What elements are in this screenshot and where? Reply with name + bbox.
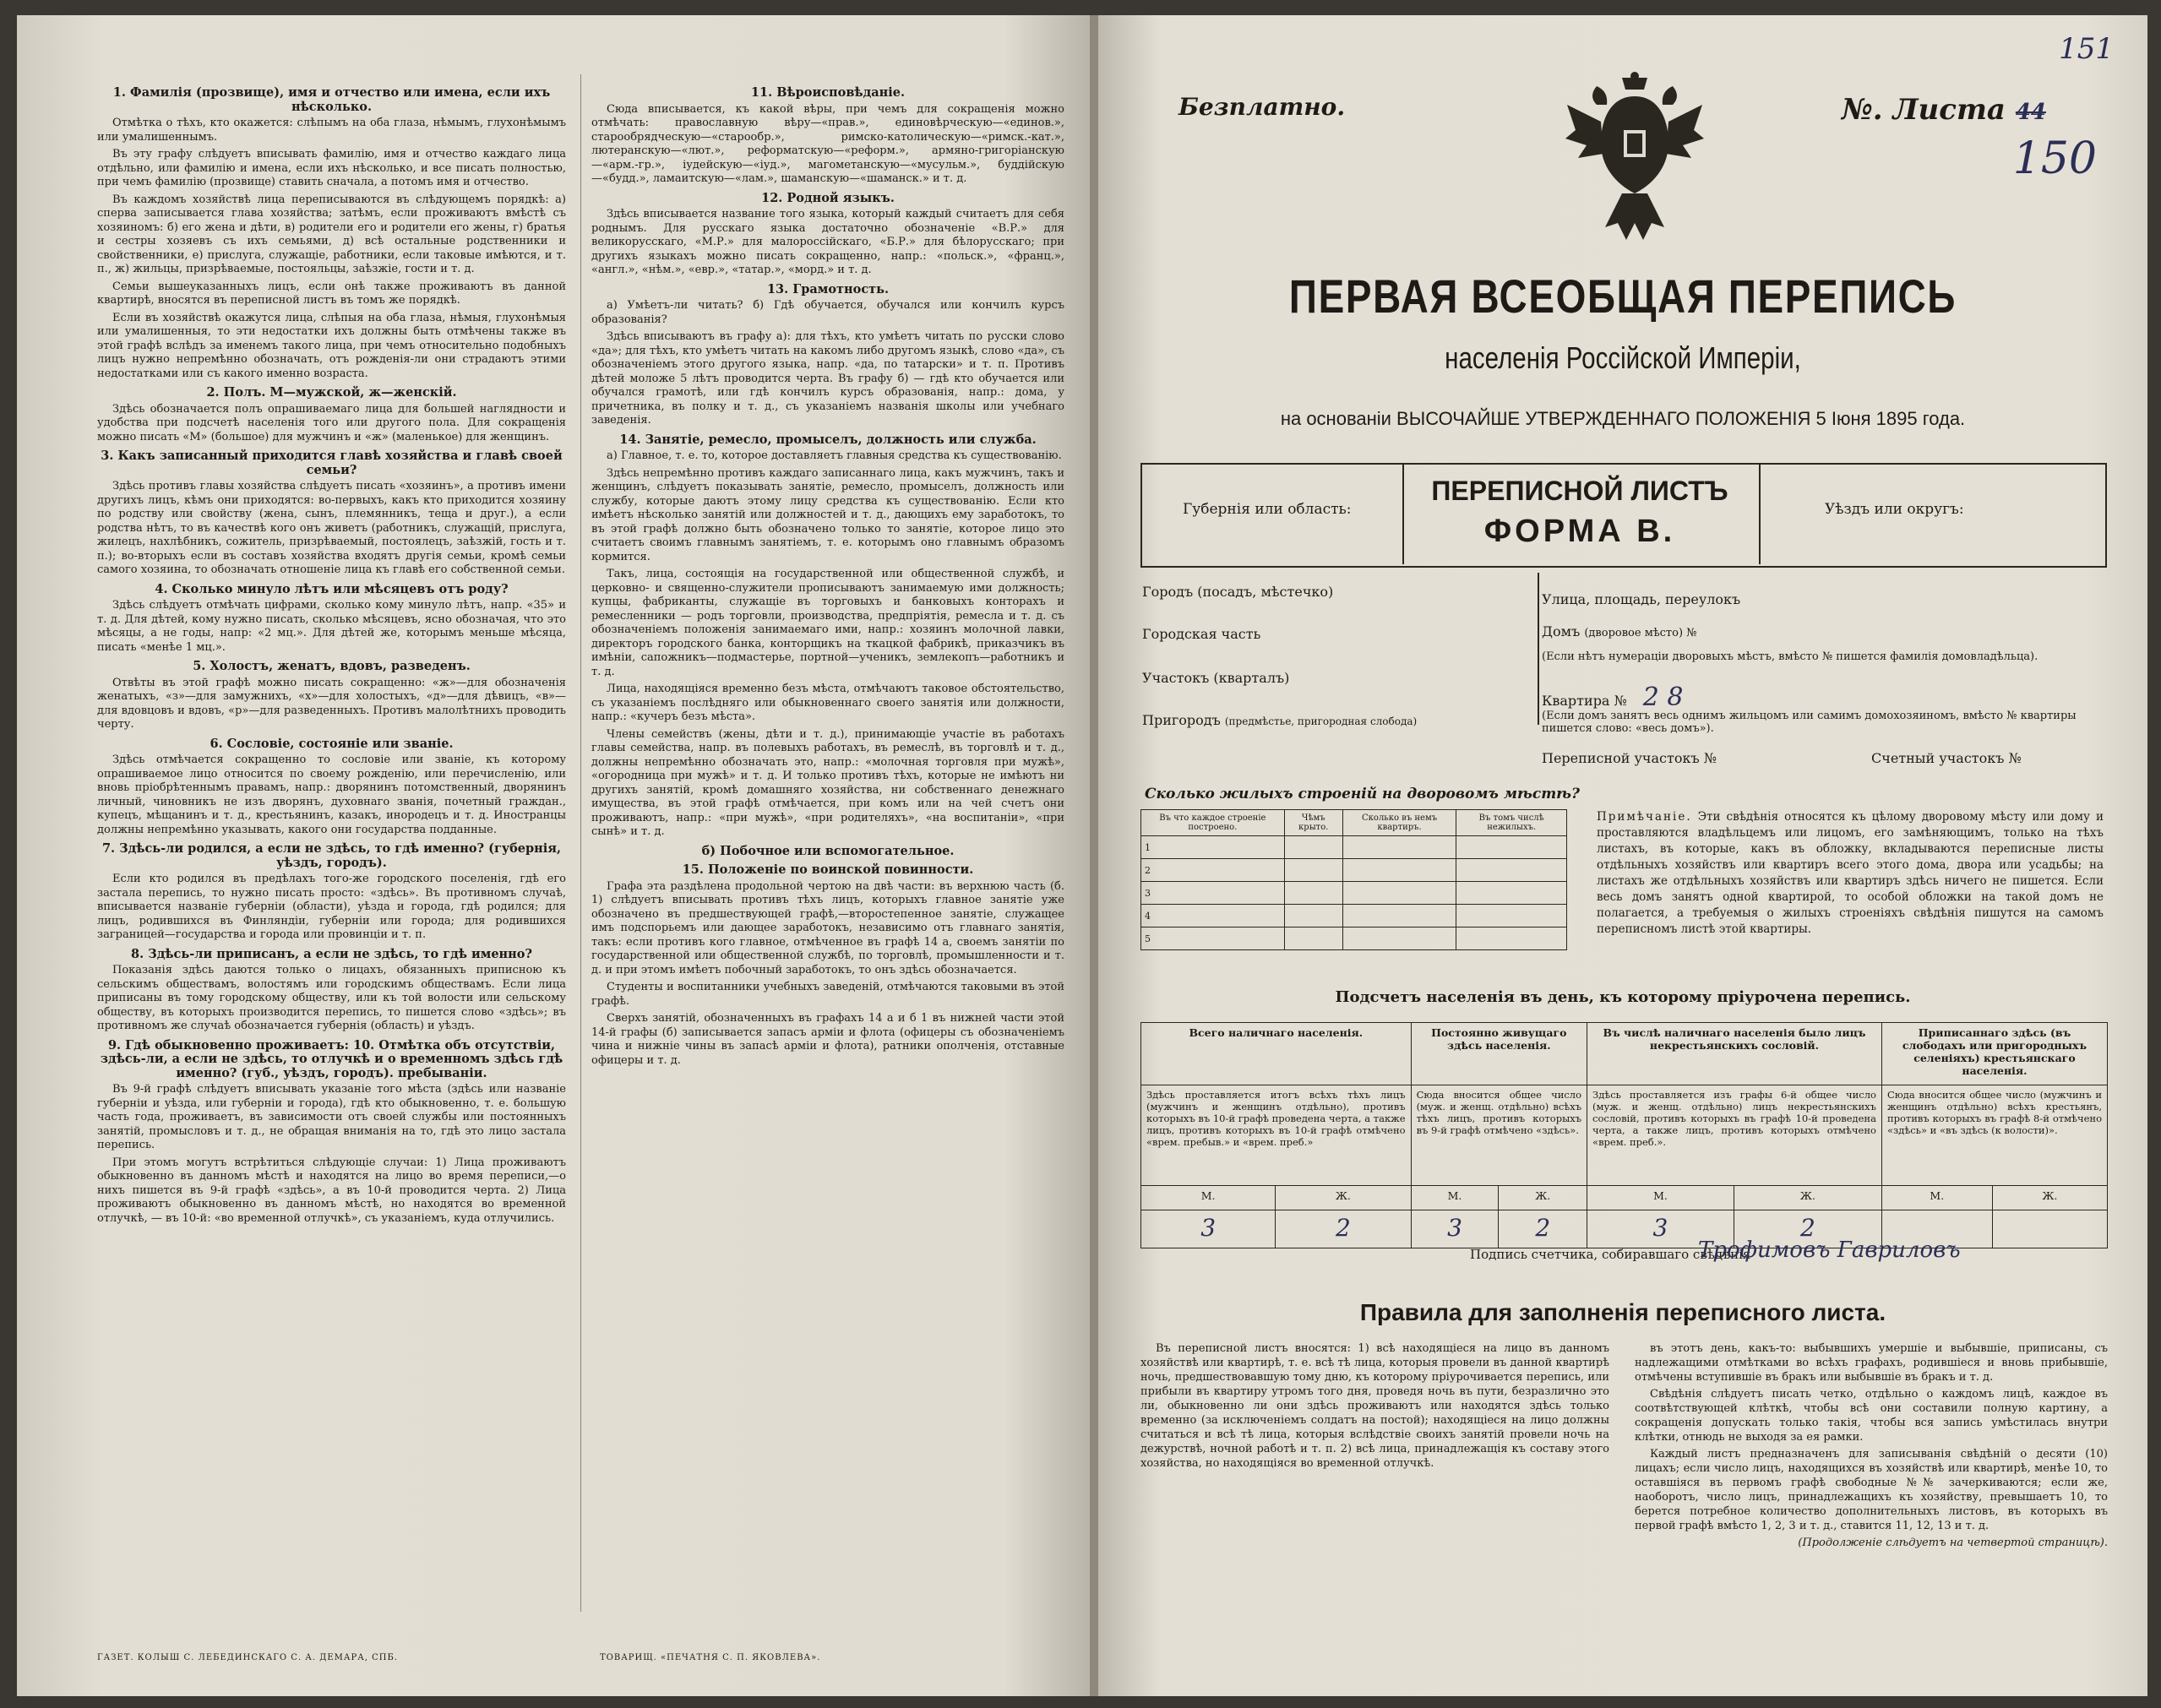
legal-basis: на основаніи ВЫСОЧАЙШЕ УТВЕРЖДЕННАГО ПОЛОЖЕНІЯ 5 Іюня 1895 года. — [1280, 408, 1966, 429]
rules-column-1 — [1140, 1341, 1609, 1473]
house-description: (Если нѣтъ нумераціи дворовыхъ мѣстъ, вмѣсто № пишется фамилія домовладѣльца). — [1542, 650, 2039, 663]
apartment-handwritten: 2 8 — [1642, 683, 1684, 712]
paragraph: Студенты и воспитанники учебныхъ заведеній, отмѣчаются таковыми въ этой графѣ. — [591, 981, 1064, 1008]
paragraph: Отмѣтка о тѣхъ, кто окажется: слѣпымъ на оба глаза, нѣмымъ, глухонѣмымъ или умалишеннымъ. — [97, 117, 566, 144]
apartment-label: Квартира № — [1542, 693, 1627, 709]
male-label: М. — [1141, 1186, 1276, 1210]
table-row — [1141, 859, 1567, 882]
population-count-table — [1140, 1022, 2108, 1248]
suburb-note: (предмѣстье, пригородная слобода) — [1224, 715, 1418, 727]
paragraph: Такъ, лица, состоящія на государственной или общественной службѣ, и церковно- и священно-служители прописываютъ занимаемую ими должность; купцы, фабриканты, служащіе въ торговыхъ и банковыхъ конторахъ и ремесленники — родъ торговли, производства, предпріятія, ремесла и т. д. съ обозначеніемъ положенія занимаемаго ими, напр.: хозяинъ молочной лавки, директоръ городского банка, конторщикъ на ткацкой фабрикѣ, приказчикъ въ имѣніи, сапожникъ—подмастерье, портной—ученикъ, землекопъ—работникъ и т. д. — [591, 568, 1064, 678]
note-title: Примѣчаніе. — [1597, 810, 1692, 824]
count-value: 2 — [1276, 1210, 1411, 1248]
table-row — [1141, 905, 1567, 927]
count-description: Сюда вносится общее число (мужчинъ и женщинъ отдѣльно) всѣхъ крестьянъ, противъ которыхъ въ графѣ 8-й отмѣчено «здѣсь» и «въ здѣсь (к волости)». — [1881, 1085, 2107, 1186]
section-heading: 6. Сословіе, состояніе или званіе. — [210, 736, 454, 751]
buildings-header: Сколько въ немъ квартиръ. — [1342, 810, 1456, 836]
house-note: (дворовое мѣсто) № — [1584, 627, 1697, 639]
province-label: Губернія или область: — [1183, 501, 1352, 518]
paragraph: Здѣсь вписывается название того языка, который каждый считаетъ для себя роднымъ. Для русскаго языка достаточно обозначеніе «В.Р.» для великорусскаго, «М.Р.» для малороссійскаго, «Б.Р.» для бѣлорусскаго; при другихъ языкахъ можно писать сокращенно, напр.: «польск.», «франц.», «англ.», «нѣм.», «евр.», «татар.», «морд.» и т. д. — [591, 208, 1064, 276]
paragraph: При этомъ могутъ встрѣтиться слѣдующіе случаи: 1) Лица проживаютъ обыкновенно въ данномъ мѣстѣ и находятся на лицо во время переписи,—о нихъ пишется въ 9-й графѣ «здѣсь», а въ 10-й проводится черта. 2) Лица проживаютъ обыкновенно въ данномъ мѣстѣ, но находятся во временной отлучкѣ, — въ 10-й: «во временной отлучкѣ», съ указаніемъ, куда отлучились. — [97, 1156, 566, 1225]
rules-paragraph: Каждый листъ предназначенъ для записыванія свѣдѣній о десяти (10) лицахъ; если число лицъ, находящихся въ хозяйствѣ или квартирѣ, менѣе 10, то оставшіяся въ первомъ графѣ свободные №№ зачеркиваются; если же, наоборотъ, число лицъ, принадлежащихъ къ хозяйству, превышаетъ 10, то берется потребное количество дополнительныхъ листовъ, въ которыхъ въ первой графѣ вмѣсто 1, 2, 3 и т. д., ставится 11, 12, 13 и т. д. — [1635, 1448, 2108, 1532]
table-row — [1141, 836, 1567, 859]
female-label: Ж. — [1734, 1186, 1881, 1210]
free-label: Безплатно. — [1178, 93, 1346, 121]
paragraph: Здѣсь вписываютъ въ графу а): для тѣхъ, кто умѣетъ читать по русски слово «да»; для тѣхъ, кто умѣетъ читать на какомъ либо другомъ языкѣ, слово «да», съ обозначеніемъ этого другого языка, напр. «да, по татарски» и т. п. Противъ дѣтей моложе 5 лѣтъ проводится черта. Въ графу б) — гдѣ кто обучается или обучался грамотѣ, или гдѣ кончилъ курсъ образованія, напр.: дома, у причетника, въ полку и т. д., съ указаніемъ названія школы или учебнаго заведенія. — [591, 330, 1064, 427]
row-number: 4 — [1141, 905, 1285, 927]
instructions-column-2 — [591, 81, 1064, 1071]
count-header: Всего наличнаго населенія. — [1141, 1023, 1412, 1085]
buildings-header-row — [1141, 810, 1567, 836]
paragraph: Въ каждомъ хозяйствѣ лица переписываются въ слѣдующемъ порядкѣ: а) сперва записывается глава хозяйства; затѣмъ, если проживаютъ вмѣстѣ съ хозяиномъ: б) его жена и дѣти, в) родители его и родители его жены, г) братья и сестры хозяевъ съ ихъ семьями, д) всѣ остальные родственники и свойственники, е) прислуга, служащіе, работники, если таковые имѣются, и т. п., ж) жильцы, призрѣваемые, постояльцы, заѣзжіе, гости и т. д. — [97, 193, 566, 275]
paragraph: Семьи вышеуказанныхъ лицъ, если онѣ также проживаютъ въ данной квартирѣ, вносятся въ переписной листъ въ томъ же порядкѣ. — [97, 280, 566, 307]
instructions-column-1 — [97, 81, 566, 1229]
female-label: Ж. — [1992, 1186, 2107, 1210]
paragraph: Здѣсь непремѣнно противъ каждаго записаннаго лица, какъ мужчинъ, такъ и женщинъ, слѣдуетъ показывать занятіе, ремесло, промыселъ, должность или службу, которые даютъ этому лицу средства къ существованію. Если кто имѣетъ нѣсколько занятій или должностей и т. д., дающихъ ему заработокъ, то въ этой графѣ должно быть обозначено только то занятіе, которое лицо это считаетъ своимъ главнымъ занятіемъ, т. е. которымъ оно главнымъ образомъ кормится. — [591, 466, 1064, 563]
section-heading: 2. Полъ. М—мужской, ж—женскій. — [206, 385, 457, 400]
buildings-header: Въ что каждое строеніе построено. — [1141, 810, 1285, 836]
section-heading: 1. Фамилія (прозвище), имя и отчество или имена, если ихъ нѣсколько. — [112, 85, 551, 114]
row-number: 2 — [1141, 859, 1285, 882]
rules-paragraph: въ этотъ день, какъ-то: выбывшихъ умершіе и выбывшіе, приписаны, съ надлежащими отмѣтками во всѣхъ графахъ, родившіеся и вновь прибывшіе, отмѣчены вступившіе въ бракъ или выбывшіе въ бракъ и т. д. — [1635, 1342, 2108, 1384]
section-heading: б) Побочное или вспомогательное. — [701, 843, 955, 858]
rules-title: Правила для заполненія переписного листа. — [1359, 1299, 1886, 1325]
form-variant: ФОРМА В. — [1483, 514, 1676, 549]
count-description: Здѣсь проставляется итогъ всѣхъ тѣхъ лицъ (мужчинъ и женщинъ отдѣльно), противъ которыхъ въ 10-й графѣ проведена черта, а также лицъ, противъ которыхъ въ 10-й графѣ отмѣчено «врем. пребыв.» и «врем. преб.» — [1141, 1085, 1412, 1186]
table-row — [1141, 882, 1567, 905]
column-divider — [580, 74, 581, 1612]
note-text: Эти свѣдѣнія относятся къ цѣлому дворовому мѣсту или дому и проставляются владѣльцемъ или лицомъ, его замѣняющимъ, только на тѣхъ листахъ, въ которые, какъ въ обложку, вкладываются переписные листы отдѣльныхъ хозяйствъ или квартиръ всего этого дома, двора или усадьбы; на листахъ же отдѣльныхъ хозяйствъ или квартиръ здѣсь ничего не пишется. Если весь домъ занятъ одной квартирой, то особой обложки на такой домъ не полагается, а требуемыя о жилыхъ строеніяхъ свѣдѣнія пишутся на самомъ переписномъ листѣ этой квартиры. — [1597, 810, 2104, 936]
paragraph: Графа эта раздѣлена продольной чертою на двѣ части: въ верхнюю часть (б. 1) слѣдуетъ вписывать противъ тѣхъ лицъ, которыхъ главное занятіе уже обозначено въ предшествующей графѣ,—второстепенное занятіе, служащее имъ подспорьемъ или дающее заработокъ, независимо отъ главнаго занятія, такъ: если противъ кого главное, отмѣченное въ графѣ 14 а, своемъ занятіи по государственной или общественной службѣ, по торговлѣ, промышленности и т. д. и при этомъ имѣетъ побочный заработокъ, то онъ здѣсь обозначается. — [591, 879, 1064, 976]
male-label: М. — [1881, 1186, 1992, 1210]
table-row — [1141, 927, 1567, 950]
male-label: М. — [1411, 1186, 1499, 1210]
buildings-header: Чѣмъ крыто. — [1284, 810, 1342, 836]
count-value: 2 — [1499, 1210, 1587, 1248]
house-field — [1542, 623, 1696, 639]
paragraph: Лица, находящіяся временно безъ мѣста, отмѣчаютъ таковое обстоятельство, съ указаніемъ послѣдняго или обыкновеннаго своего занятія или должности, напр.: «кучеръ безъ мѣста». — [591, 683, 1064, 723]
suburb-field — [1142, 712, 1417, 728]
field-divider — [1538, 573, 1539, 725]
male-label: М. — [1587, 1186, 1734, 1210]
county-label: Уѣздъ или округъ: — [1825, 501, 1964, 518]
section-heading: 11. Вѣроисповѣданіе. — [750, 85, 906, 100]
population-count-title: Подсчетъ населенія въ день, къ которому пріурочена перепись. — [1335, 988, 1911, 1006]
printer-imprint-right: ТОВАРИЩ. «ПЕЧАТНЯ С. П. ЯКОВЛЕВА». — [600, 1653, 821, 1662]
section-heading: 13. Грамотность. — [766, 281, 890, 296]
count-value — [1992, 1210, 2107, 1248]
female-label: Ж. — [1499, 1186, 1587, 1210]
signature-label: Подпись счетчика, собиравшаго свѣдѣнія — [1470, 1247, 1751, 1262]
count-description-row — [1141, 1085, 2108, 1186]
count-values-row — [1141, 1210, 2108, 1248]
buildings-table — [1140, 809, 1567, 950]
paragraph: Отвѣты въ этой графѣ можно писать сокращенно: «ж»—для обозначенія женатыхъ, «з»—для замужнихъ, «х»—для холостыхъ, «д»—для дѣвицъ, «в»—для вдовцовъ и вдовъ, «р»—для разведенныхъ. Противъ малолѣтнихъ проводить черту. — [97, 676, 566, 731]
sheet-number-label: №. Листа — [1841, 93, 2006, 127]
count-value: 2 — [1734, 1210, 1881, 1248]
suburb-label: Пригородъ — [1142, 712, 1221, 728]
district-field: Участокъ (кварталъ) — [1142, 670, 1290, 686]
count-header: Приписаннаго здѣсь (въ слободахъ или пригородныхъ селеніяхъ) крестьянскаго населенія. — [1881, 1023, 2107, 1085]
paragraph: Здѣсь слѣдуетъ отмѣчать цифрами, сколько кому минуло лѣтъ, напр. «35» и т. д. Для дѣтей, кому нужно писать, сколько мѣсяцевъ, ясно обозначая, что это мѣсяцы, а не годы, напр: «2 мц.». Для дѣтей же, которымъ меньше мѣсяца, писать «менѣе 1 мц.». — [97, 599, 566, 654]
corner-handwritten-number: 151 — [2059, 32, 2114, 66]
section-heading: 4. Сколько минуло лѣтъ или мѣсяцевъ отъ роду? — [155, 581, 509, 596]
buildings-header: Въ томъ числѣ нежилыхъ. — [1456, 810, 1567, 836]
paragraph: Здѣсь обозначается полъ опрашиваемаго лица для большей наглядности и удобства при подсчетѣ населенія того или другого пола. Для сокращенія можно писать «М» (большое) для мужчинъ и «ж» (маленькое) для женщинъ. — [97, 402, 566, 443]
count-header: Постоянно живущаго здѣсь населенія. — [1411, 1023, 1587, 1085]
sheet-number-handwritten: 150 — [2012, 133, 2097, 184]
street-field: Улица, площадь, переулокъ — [1542, 591, 1741, 607]
house-label: Домъ — [1542, 623, 1581, 639]
printer-imprint-left: ГАЗЕТ. КОЛЫШ С. ЛЕБЕДИНСКАГО С. А. ДЕМАРА, СПБ. — [97, 1653, 399, 1662]
count-header-row — [1141, 1023, 2108, 1085]
apartment-description: (Если домъ занятъ весь однимъ жильцомъ или самимъ домохозяиномъ, вмѣсто № квартиры пишется слово: «весь домъ»). — [1542, 710, 2077, 735]
census-district-field: Переписной участокъ № — [1542, 750, 1717, 766]
paragraph: Сверхъ занятій, обозначенныхъ въ графахъ 14 а и б 1 въ нижней части этой 14-й графы (б) записывается запасъ арміи и флота (офицеры съ обозначеніемъ чина и нижніе чины въ запасѣ арміи и флота), ратники ополченія, отставные офицеры и т. д. — [591, 1012, 1064, 1067]
sheet-number — [1842, 93, 2046, 127]
sex-label-row — [1141, 1186, 2108, 1210]
sheet-number-crossed: 44 — [2015, 100, 2046, 125]
count-value: 3 — [1587, 1210, 1734, 1248]
section-heading: 5. Холостъ, женатъ, вдовъ, разведенъ. — [193, 659, 471, 673]
female-label: Ж. — [1276, 1186, 1411, 1210]
imperial-eagle-icon — [1563, 71, 1706, 248]
subtitle: населенія Россійской Имперіи, — [1445, 340, 1801, 375]
count-value: 3 — [1141, 1210, 1276, 1248]
rules-column-2 — [1635, 1341, 2108, 1553]
paragraph: Показанія здѣсь даются только о лицахъ, обязанныхъ приписною къ сельскимъ обществамъ, волостямъ или городскимъ обществамъ. Если лица приписаны въ тому городскому обществу, или къ той волости или сельскому обществу, въ которыхъ производится перепись, то пишется слово «здѣсь»; въ противномъ же случаѣ обозначается губернія (область) и уѣздъ. — [97, 964, 566, 1032]
city-part-field: Городская часть — [1142, 626, 1261, 642]
count-header: Въ числѣ наличнаго населенія было лицъ некрестьянскихъ сословій. — [1587, 1023, 1882, 1085]
section-heading: 14. Занятіе, ремесло, промыселъ, должность или служба. — [619, 432, 1037, 447]
buildings-note — [1597, 809, 2104, 938]
apartment-field — [1542, 683, 1684, 712]
paragraph: а) Умѣетъ-ли читать? б) Гдѣ обучается, обучался или кончилъ курсъ образованія? — [591, 299, 1064, 326]
section-heading: 15. Положеніе по воинской повинности. — [682, 862, 974, 877]
rules-continuation: (Продолженіе слѣдуетъ на четвертой страницѣ). — [1798, 1537, 2108, 1549]
row-number: 1 — [1141, 836, 1285, 859]
rules-paragraph: Въ переписной листъ вносятся: 1) всѣ находящіеся на лицо въ данномъ хозяйствѣ или квартирѣ, т. е. всѣ тѣ лица, которыя провели въ данной квартирѣ ночь, предшествовавшую тому дню, къ которому пріурочивается перепись, или прибыли въ квартиру утромъ того дня, проведя ночь въ пути, безразлично это ли, обыкновенно ли они здѣсь проживаютъ или находятся здѣсь только временно (за исключеніемъ солдатъ на постой); находящіеся на лицо должны считаться и всѣ тѣ лица, которыя вслѣдствіе своихъ занятій провели ночь на дежурствѣ, ночной работѣ и т. п. 2) всѣ лица, принадлежащія къ составу этого хозяйства, но находящіяся во временной отлучкѣ. — [1140, 1342, 1609, 1470]
row-number: 5 — [1141, 927, 1285, 950]
paragraph: Въ эту графу слѣдуетъ вписывать фамилію, имя и отчество каждаго лица отдѣльно, или фамилію и имена, если ихъ нѣсколько, и все писать полностью, при чемъ фамилію (прозвище) ставить сначала, а потомъ имя и отчество. — [97, 148, 566, 188]
document-spread — [17, 15, 2147, 1696]
rules-paragraph: Свѣдѣнія слѣдуетъ писать четко, отдѣльно о каждомъ лицѣ, каждое въ соотвѣтствующей клѣткѣ, чтобы всѣ они составили полную картину, а сокращенія допускать только такія, чтобы вся запись умѣстилась внутри клѣтки, отнюдь не выходя за ея рамки. — [1635, 1388, 2108, 1444]
signature-handwritten: Трофимовъ Гавриловъ — [1698, 1237, 1961, 1263]
section-heading: 7. Здѣсь-ли родился, а если не здѣсь, то гдѣ именно? (губернія, уѣздъ, городъ). — [101, 841, 562, 870]
count-value: 3 — [1411, 1210, 1499, 1248]
row-number: 3 — [1141, 882, 1285, 905]
count-description: Сюда вносится общее число (муж. и женщ. отдѣльно) всѣхъ тѣхъ лицъ, противъ которыхъ въ 9-й графѣ отмѣчено «здѣсь». — [1411, 1085, 1587, 1186]
paragraph: Здѣсь отмѣчается сокращенно то сословіе или званіе, къ которому опрашиваемое лицо относится по своему рожденію, или перечисленію, или вновь пріобрѣтеннымъ правамъ, напр.: дворянинъ потомственный, дворянинъ личный, чиновникъ не изъ дворянъ, духовнаго званія, почетный граждан., купецъ, мѣщанинъ и т. д., крестьянинъ, казакъ, инородецъ и т. д. Иностранцы должны непремѣнно указывать, какого они государства подданные. — [97, 753, 566, 836]
paragraph: Если въ хозяйствѣ окажутся лица, слѣпыя на оба глаза, нѣмыя, глухонѣмыя или умалишенныя, то эти недостатки ихъ должны быть отмѣчены также въ этой графѣ вслѣдъ за именемъ такого лица, при чемъ относительно подобныхъ лицъ нужно непремѣнно обозначать, отъ рожденія-ли они страдаютъ этими недостатками или съ какого именно возраста. — [97, 311, 566, 380]
section-heading: 8. Здѣсь-ли приписанъ, а если не здѣсь, то гдѣ именно? — [131, 946, 532, 961]
section-heading: 3. Какъ записанный приходится главѣ хозяйства и главѣ своей семьи? — [101, 449, 563, 477]
form-title: ПЕРЕПИСНОЙ ЛИСТЪ — [1431, 476, 1728, 506]
right-page-census-form — [1098, 15, 2147, 1696]
city-field: Городъ (посадъ, мѣстечко) — [1142, 584, 1334, 600]
paragraph: Члены семействъ (жены, дѣти и т. д.), принимающіе участіе въ работахъ главы семейства, напр. въ полевыхъ работахъ, въ ремеслѣ, въ торговлѣ и т. д., должны непремѣнно обозначать это, напр.: «молочная торговля при мужѣ», «огородница при мужѣ» и т. д. И только противъ тѣхъ, которые не имѣютъ ни другихъ занятій, кромѣ домашняго хозяйства, ни собственнаго денежнаго имущества, въ этой графѣ отмѣчается, при комъ или на чей счетъ они проживаютъ, напр.: «при мужѣ», «при родителяхъ», «на воспитаніи», «при сынѣ» и т. д. — [591, 727, 1064, 838]
buildings-title: Сколько жилыхъ строеній на дворовомъ мѣстѣ? — [1145, 786, 1580, 802]
count-description: Здѣсь проставляется изъ графы 6-й общее число (муж. и женщ. отдѣльно) лицъ некрестьянскихъ сословій, противъ которыхъ въ графѣ 10-й проведена черта, а также лицъ, противъ которыхъ отмѣчено «врем. преб.». — [1587, 1085, 1882, 1186]
section-heading: 9. Гдѣ обыкновенно проживаетъ: 10. Отмѣтка объ отсутствіи, здѣсь-ли, а если не здѣсь, то отлучкѣ и о временномъ здѣсь гдѣ именно? (губ., уѣздъ, городъ). пребываніи. — [100, 1037, 563, 1080]
paragraph: Сюда вписывается, къ какой вѣры, при чемъ для сокращенія можно отмѣчать: православную вѣру—«прав.», единовѣрческую—«единов.», старообрядческую—«старообр.», римско-католическую—«римск.-кат.», лютеранскую—«лют.», реформатскую—«реформ.», армяно-григоріанскую—«арм.-гр.», іудейскую—«іуд.», магометанскую—«мусульм.», буддійскую—«будд.», ламаитскую—«лам.», шаманскую—«шаманск.» и т. д. — [591, 102, 1064, 185]
paragraph: а) Главное, т. е. то, которое доставляетъ главныя средства къ существованію. — [607, 449, 1062, 462]
count-district-field: Счетный участокъ № — [1871, 750, 2022, 766]
left-page-instructions — [17, 15, 1090, 1696]
paragraph: Въ 9-й графѣ слѣдуетъ вписывать указаніе того мѣста (здѣсь или названіе губерніи и уѣзда, или губерніи и города), гдѣ кто обыкновенно, т. е. большую часть года, проживаетъ, въ зависимости отъ своей службы или постоянныхъ занятій, промысловъ и т. д., не обращая вниманія на то, гдѣ это лицо застала перепись. — [97, 1083, 566, 1151]
paragraph: Если кто родился въ предѣлахъ того-же городского поселенія, гдѣ его застала перепись, то нужно писать просто: «здѣсь». Въ противномъ случаѣ, вписывается названіе губерніи (области), уѣзда и города, гдѣ родился; для лицъ, родившихся въ Финляндіи, губерніи или города; для родившихся заграницей—государства и города или провинціи и т. п. — [97, 873, 566, 941]
paragraph: Здѣсь противъ главы хозяйства слѣдуетъ писать «хозяинъ», а противъ имени другихъ лицъ, кѣмъ они приходятся: во-первыхъ, какъ кто приходится хозяину по родству или свойству (жена, сынъ, племянникъ, теща и друг.), а если родства нѣтъ, то въ качествѣ кого онъ живетъ (работникъ, служащій, прислуга, жилецъ, нахлѣбникъ, сожитель, призрѣваемый, постоялецъ, заѣзжій, гость и т. п.); во-вторыхъ если въ составъ хозяйства входятъ другія семьи, кромѣ семьи самого хозяина, то обозначать отношеніе лица къ главѣ его собственной семьи. — [97, 480, 566, 576]
main-title: ПЕРВАЯ ВСЕОБЩАЯ ПЕРЕПИСЬ — [1288, 269, 1957, 323]
section-heading: 12. Родной языкъ. — [761, 190, 895, 205]
